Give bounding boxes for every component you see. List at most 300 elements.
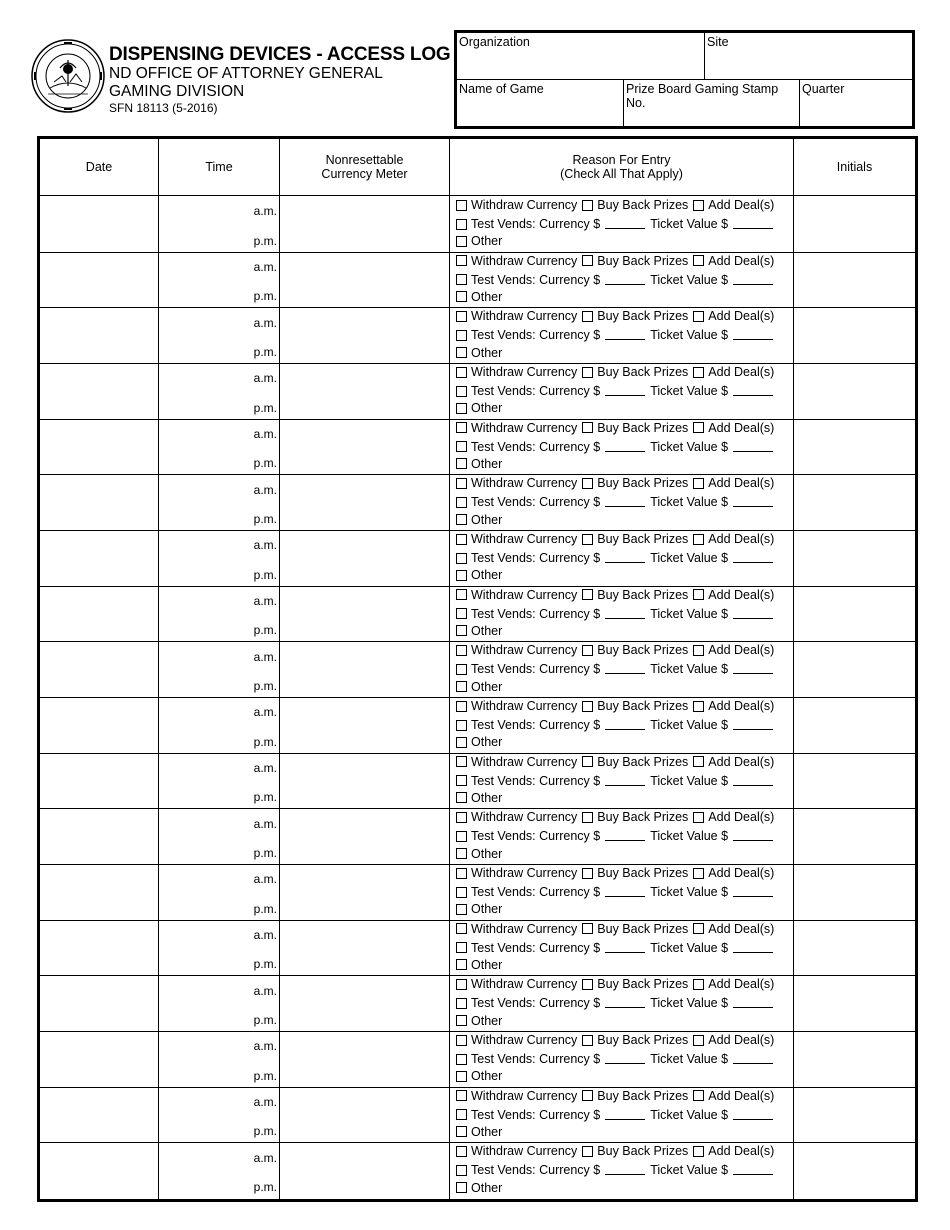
reason-line-2 [456,718,778,732]
ticket-value-label: Ticket Value $ [650,439,729,454]
add-deals-checkbox[interactable] [693,868,704,879]
add-deals-checkbox[interactable] [693,422,704,433]
pm-label: p.m. [253,1124,277,1139]
test-vends-label: Test Vends: Currency $ [471,940,601,955]
reason-line-1 [456,365,774,379]
test-vends-label: Test Vends: Currency $ [471,551,601,566]
other-label: Other [471,234,503,249]
test-vends-label: Test Vends: Currency $ [471,773,601,788]
add-deals-checkbox[interactable] [693,812,704,823]
add-deals-checkbox[interactable] [693,701,704,712]
reason-line-1 [456,254,774,268]
reason-line-2 [456,328,778,342]
test-vends-label: Test Vends: Currency $ [471,662,601,677]
test-vends-label: Test Vends: Currency $ [471,1052,601,1067]
withdraw-currency-label: Withdraw Currency [471,198,578,213]
test-vends-label: Test Vends: Currency $ [471,885,601,900]
log-row [40,475,915,531]
withdraw-currency-label: Withdraw Currency [471,866,578,881]
pm-label: p.m. [253,1068,277,1083]
log-row [40,420,915,476]
other-label: Other [471,568,503,583]
ticket-value-field[interactable] [733,720,773,730]
other-checkbox[interactable] [456,514,467,525]
currency-amount-field[interactable] [605,386,645,396]
name-of-game-field[interactable] [457,80,623,126]
other-label: Other [471,623,503,638]
buy-back-prizes-label: Buy Back Prizes [597,643,689,658]
ticket-value-label: Ticket Value $ [650,829,729,844]
test-vends-checkbox[interactable] [456,775,467,786]
ticket-value-field[interactable] [733,219,773,229]
test-vends-checkbox[interactable] [456,998,467,1009]
add-deals-checkbox[interactable] [693,367,704,378]
reason-line-3 [456,1069,502,1083]
other-label: Other [471,1069,503,1084]
pm-label: p.m. [253,734,277,749]
buy-back-prizes-checkbox[interactable] [582,645,593,656]
time-header-text: Time [205,160,233,174]
ticket-value-field[interactable] [733,831,773,841]
quarter-label: Quarter [802,82,845,96]
add-deals-checkbox[interactable] [693,478,704,489]
add-deals-label: Add Deal(s) [708,365,775,380]
currency-amount-field[interactable] [605,1110,645,1120]
other-checkbox[interactable] [456,1182,467,1193]
other-checkbox[interactable] [456,792,467,803]
reason-line-3 [456,1181,502,1195]
add-deals-checkbox[interactable] [693,1090,704,1101]
other-label: Other [471,512,503,527]
add-deals-label: Add Deal(s) [708,977,775,992]
pm-label: p.m. [253,790,277,805]
am-label: a.m. [253,426,277,441]
other-checkbox[interactable] [456,458,467,469]
buy-back-prizes-checkbox[interactable] [582,701,593,712]
pm-label: p.m. [253,1180,277,1195]
ticket-value-label: Ticket Value $ [650,996,729,1011]
buy-back-prizes-checkbox[interactable] [582,255,593,266]
withdraw-currency-label: Withdraw Currency [471,532,578,547]
buy-back-prizes-checkbox[interactable] [582,868,593,879]
currency-amount-field[interactable] [605,664,645,674]
header-divider [40,195,915,196]
time-column-header [159,139,279,195]
other-label: Other [471,1180,503,1195]
reason-column-header [450,139,793,195]
reason-line-2 [456,996,778,1010]
other-checkbox[interactable] [456,236,467,247]
test-vends-checkbox[interactable] [456,330,467,341]
other-label: Other [471,957,503,972]
test-vends-label: Test Vends: Currency $ [471,272,601,287]
add-deals-label: Add Deal(s) [708,810,775,825]
organization-field[interactable] [457,33,704,79]
access-log-table [37,136,918,1202]
pm-label: p.m. [253,957,277,972]
reason-line-2 [456,440,778,454]
withdraw-currency-checkbox[interactable] [456,311,467,322]
reason-line-2 [456,607,778,621]
test-vends-checkbox[interactable] [456,887,467,898]
buy-back-prizes-checkbox[interactable] [582,812,593,823]
ticket-value-field[interactable] [733,943,773,953]
reason-line-3 [456,290,502,304]
test-vends-checkbox[interactable] [456,219,467,230]
test-vends-label: Test Vends: Currency $ [471,606,601,621]
reason-line-3 [456,568,502,582]
withdraw-currency-label: Withdraw Currency [471,587,578,602]
withdraw-currency-label: Withdraw Currency [471,1144,578,1159]
buy-back-prizes-label: Buy Back Prizes [597,866,689,881]
withdraw-currency-label: Withdraw Currency [471,977,578,992]
ticket-value-label: Ticket Value $ [650,940,729,955]
ticket-value-field[interactable] [733,1054,773,1064]
add-deals-checkbox[interactable] [693,589,704,600]
add-deals-checkbox[interactable] [693,756,704,767]
ticket-value-field[interactable] [733,275,773,285]
ticket-value-field[interactable] [733,497,773,507]
test-vends-checkbox[interactable] [456,274,467,285]
ticket-value-label: Ticket Value $ [650,272,729,287]
pm-label: p.m. [253,679,277,694]
other-checkbox[interactable] [456,959,467,970]
buy-back-prizes-label: Buy Back Prizes [597,810,689,825]
withdraw-currency-label: Withdraw Currency [471,253,578,268]
meter-header-line2: Currency Meter [321,167,408,181]
reason-line-3 [456,847,502,861]
reason-line-1 [456,532,774,546]
withdraw-currency-label: Withdraw Currency [471,1088,578,1103]
test-vends-checkbox[interactable] [456,386,467,397]
currency-amount-field[interactable] [605,497,645,507]
add-deals-checkbox[interactable] [693,1146,704,1157]
add-deals-label: Add Deal(s) [708,699,775,714]
ticket-value-field[interactable] [733,1165,773,1175]
other-checkbox[interactable] [456,681,467,692]
test-vends-checkbox[interactable] [456,720,467,731]
withdraw-currency-label: Withdraw Currency [471,420,578,435]
reason-line-1 [456,755,774,769]
ticket-value-field[interactable] [733,887,773,897]
test-vends-checkbox[interactable] [456,942,467,953]
other-checkbox[interactable] [456,403,467,414]
other-checkbox[interactable] [456,570,467,581]
withdraw-currency-checkbox[interactable] [456,200,467,211]
currency-amount-field[interactable] [605,330,645,340]
ticket-value-field[interactable] [733,1110,773,1120]
withdraw-currency-checkbox[interactable] [456,812,467,823]
currency-amount-field[interactable] [605,219,645,229]
other-checkbox[interactable] [456,848,467,859]
reason-line-3 [456,1125,502,1139]
pm-label: p.m. [253,345,277,360]
buy-back-prizes-checkbox[interactable] [582,534,593,545]
withdraw-currency-checkbox[interactable] [456,534,467,545]
am-label: a.m. [253,538,277,553]
pm-label: p.m. [253,1013,277,1028]
reason-line-3 [456,958,502,972]
test-vends-checkbox[interactable] [456,553,467,564]
organization-label: Organization [459,35,530,49]
reason-line-3 [456,902,502,916]
am-label: a.m. [253,983,277,998]
ticket-value-field[interactable] [733,776,773,786]
buy-back-prizes-checkbox[interactable] [582,478,593,489]
reason-header-line1: Reason For Entry [572,153,671,167]
reason-line-2 [456,1163,778,1177]
other-checkbox[interactable] [456,1126,467,1137]
withdraw-currency-checkbox[interactable] [456,422,467,433]
buy-back-prizes-label: Buy Back Prizes [597,1033,689,1048]
buy-back-prizes-checkbox[interactable] [582,311,593,322]
reason-line-1 [456,922,774,936]
test-vends-label: Test Vends: Currency $ [471,384,601,399]
other-label: Other [471,790,503,805]
currency-amount-field[interactable] [605,887,645,897]
test-vends-checkbox[interactable] [456,441,467,452]
buy-back-prizes-label: Buy Back Prizes [597,420,689,435]
ticket-value-label: Ticket Value $ [650,1163,729,1178]
buy-back-prizes-label: Buy Back Prizes [597,921,689,936]
other-checkbox[interactable] [456,1071,467,1082]
currency-amount-field[interactable] [605,275,645,285]
test-vends-checkbox[interactable] [456,664,467,675]
reason-line-3 [456,1014,502,1028]
other-label: Other [471,846,503,861]
reason-line-1 [456,198,774,212]
test-vends-checkbox[interactable] [456,497,467,508]
reason-line-2 [456,774,778,788]
buy-back-prizes-label: Buy Back Prizes [597,253,689,268]
am-label: a.m. [253,371,277,386]
site-label: Site [707,35,729,49]
currency-amount-field[interactable] [605,943,645,953]
initials-header-text: Initials [836,160,873,174]
buy-back-prizes-label: Buy Back Prizes [597,1144,689,1159]
reason-line-2 [456,885,778,899]
add-deals-label: Add Deal(s) [708,866,775,881]
buy-back-prizes-label: Buy Back Prizes [597,309,689,324]
other-checkbox[interactable] [456,347,467,358]
ticket-value-field[interactable] [733,553,773,563]
add-deals-label: Add Deal(s) [708,587,775,602]
initials-column-header [794,139,915,195]
am-label: a.m. [253,816,277,831]
other-checkbox[interactable] [456,291,467,302]
add-deals-checkbox[interactable] [693,1035,704,1046]
buy-back-prizes-label: Buy Back Prizes [597,1088,689,1103]
currency-amount-field[interactable] [605,553,645,563]
withdraw-currency-label: Withdraw Currency [471,921,578,936]
log-row [40,1032,915,1088]
stamp-number-label: Prize Board Gaming Stamp No. [626,82,779,110]
seal-icon [30,38,106,114]
buy-back-prizes-checkbox[interactable] [582,1090,593,1101]
buy-back-prizes-checkbox[interactable] [582,1146,593,1157]
reason-line-2 [456,384,778,398]
division-name: GAMING DIVISION [109,83,245,100]
withdraw-currency-checkbox[interactable] [456,645,467,656]
reason-line-2 [456,273,778,287]
ticket-value-label: Ticket Value $ [650,1107,729,1122]
am-label: a.m. [253,482,277,497]
buy-back-prizes-checkbox[interactable] [582,923,593,934]
ticket-value-field[interactable] [733,609,773,619]
other-checkbox[interactable] [456,1015,467,1026]
log-row [40,865,915,921]
add-deals-checkbox[interactable] [693,979,704,990]
add-deals-checkbox[interactable] [693,311,704,322]
reason-line-3 [456,680,502,694]
withdraw-currency-checkbox[interactable] [456,1090,467,1101]
other-label: Other [471,456,503,471]
buy-back-prizes-label: Buy Back Prizes [597,198,689,213]
test-vends-checkbox[interactable] [456,831,467,842]
buy-back-prizes-label: Buy Back Prizes [597,532,689,547]
name-of-game-label: Name of Game [459,82,544,96]
other-checkbox[interactable] [456,625,467,636]
withdraw-currency-checkbox[interactable] [456,701,467,712]
reason-line-1 [456,309,774,323]
reason-line-1 [456,421,774,435]
withdraw-currency-checkbox[interactable] [456,868,467,879]
reason-line-2 [456,217,778,231]
am-label: a.m. [253,872,277,887]
other-checkbox[interactable] [456,904,467,915]
other-checkbox[interactable] [456,737,467,748]
buy-back-prizes-label: Buy Back Prizes [597,365,689,380]
quarter-field[interactable] [800,80,912,126]
ticket-value-label: Ticket Value $ [650,773,729,788]
reason-line-1 [456,1144,774,1158]
log-row [40,1088,915,1144]
add-deals-checkbox[interactable] [693,200,704,211]
log-row [40,587,915,643]
add-deals-label: Add Deal(s) [708,1033,775,1048]
log-row [40,308,915,364]
add-deals-checkbox[interactable] [693,923,704,934]
withdraw-currency-label: Withdraw Currency [471,1033,578,1048]
reason-line-2 [456,662,778,676]
state-seal [30,38,106,114]
test-vends-checkbox[interactable] [456,608,467,619]
buy-back-prizes-checkbox[interactable] [582,422,593,433]
buy-back-prizes-checkbox[interactable] [582,979,593,990]
withdraw-currency-checkbox[interactable] [456,979,467,990]
add-deals-label: Add Deal(s) [708,754,775,769]
reason-line-3 [456,791,502,805]
ticket-value-field[interactable] [733,664,773,674]
form-number: SFN 18113 (5-2016) [109,101,218,115]
currency-amount-field[interactable] [605,1054,645,1064]
reason-line-1 [456,1089,774,1103]
add-deals-checkbox[interactable] [693,645,704,656]
withdraw-currency-checkbox[interactable] [456,1146,467,1157]
test-vends-checkbox[interactable] [456,1054,467,1065]
buy-back-prizes-checkbox[interactable] [582,756,593,767]
reason-line-3 [456,234,502,248]
reason-line-1 [456,643,774,657]
test-vends-label: Test Vends: Currency $ [471,1163,601,1178]
other-label: Other [471,902,503,917]
add-deals-label: Add Deal(s) [708,1088,775,1103]
withdraw-currency-checkbox[interactable] [456,756,467,767]
withdraw-currency-label: Withdraw Currency [471,699,578,714]
withdraw-currency-checkbox[interactable] [456,1035,467,1046]
buy-back-prizes-label: Buy Back Prizes [597,587,689,602]
withdraw-currency-label: Withdraw Currency [471,309,578,324]
ticket-value-field[interactable] [733,998,773,1008]
currency-amount-field[interactable] [605,442,645,452]
other-label: Other [471,1124,503,1139]
test-vends-label: Test Vends: Currency $ [471,829,601,844]
buy-back-prizes-checkbox[interactable] [582,200,593,211]
game-info-box [454,30,915,129]
test-vends-checkbox[interactable] [456,1165,467,1176]
withdraw-currency-checkbox[interactable] [456,255,467,266]
add-deals-checkbox[interactable] [693,255,704,266]
agency-name: ND OFFICE OF ATTORNEY GENERAL [109,65,383,82]
am-label: a.m. [253,927,277,942]
buy-back-prizes-checkbox[interactable] [582,367,593,378]
am-label: a.m. [253,259,277,274]
pm-label: p.m. [253,512,277,527]
currency-amount-field[interactable] [605,776,645,786]
add-deals-label: Add Deal(s) [708,198,775,213]
reason-line-3 [456,401,502,415]
currency-amount-field[interactable] [605,831,645,841]
log-row [40,642,915,698]
reason-line-1 [456,588,774,602]
ticket-value-label: Ticket Value $ [650,495,729,510]
reason-line-3 [456,346,502,360]
site-field[interactable] [705,33,912,79]
ticket-value-field[interactable] [733,442,773,452]
withdraw-currency-checkbox[interactable] [456,367,467,378]
currency-amount-field[interactable] [605,720,645,730]
buy-back-prizes-checkbox[interactable] [582,589,593,600]
reason-header-line2: (Check All That Apply) [560,167,683,181]
currency-amount-field[interactable] [605,609,645,619]
buy-back-prizes-checkbox[interactable] [582,1035,593,1046]
ticket-value-field[interactable] [733,330,773,340]
withdraw-currency-checkbox[interactable] [456,589,467,600]
currency-amount-field[interactable] [605,1165,645,1175]
add-deals-label: Add Deal(s) [708,1144,775,1159]
withdraw-currency-label: Withdraw Currency [471,754,578,769]
add-deals-label: Add Deal(s) [708,420,775,435]
ticket-value-field[interactable] [733,386,773,396]
buy-back-prizes-label: Buy Back Prizes [597,977,689,992]
other-label: Other [471,401,503,416]
currency-amount-field[interactable] [605,998,645,1008]
ticket-value-label: Ticket Value $ [650,718,729,733]
add-deals-checkbox[interactable] [693,534,704,545]
test-vends-checkbox[interactable] [456,1109,467,1120]
buy-back-prizes-label: Buy Back Prizes [597,476,689,491]
stamp-number-field[interactable] [624,80,799,126]
buy-back-prizes-label: Buy Back Prizes [597,699,689,714]
log-row [40,253,915,309]
withdraw-currency-checkbox[interactable] [456,923,467,934]
log-row [40,531,915,587]
reason-line-2 [456,1108,778,1122]
reason-line-1 [456,810,774,824]
test-vends-label: Test Vends: Currency $ [471,996,601,1011]
withdraw-currency-checkbox[interactable] [456,478,467,489]
pm-label: p.m. [253,400,277,415]
